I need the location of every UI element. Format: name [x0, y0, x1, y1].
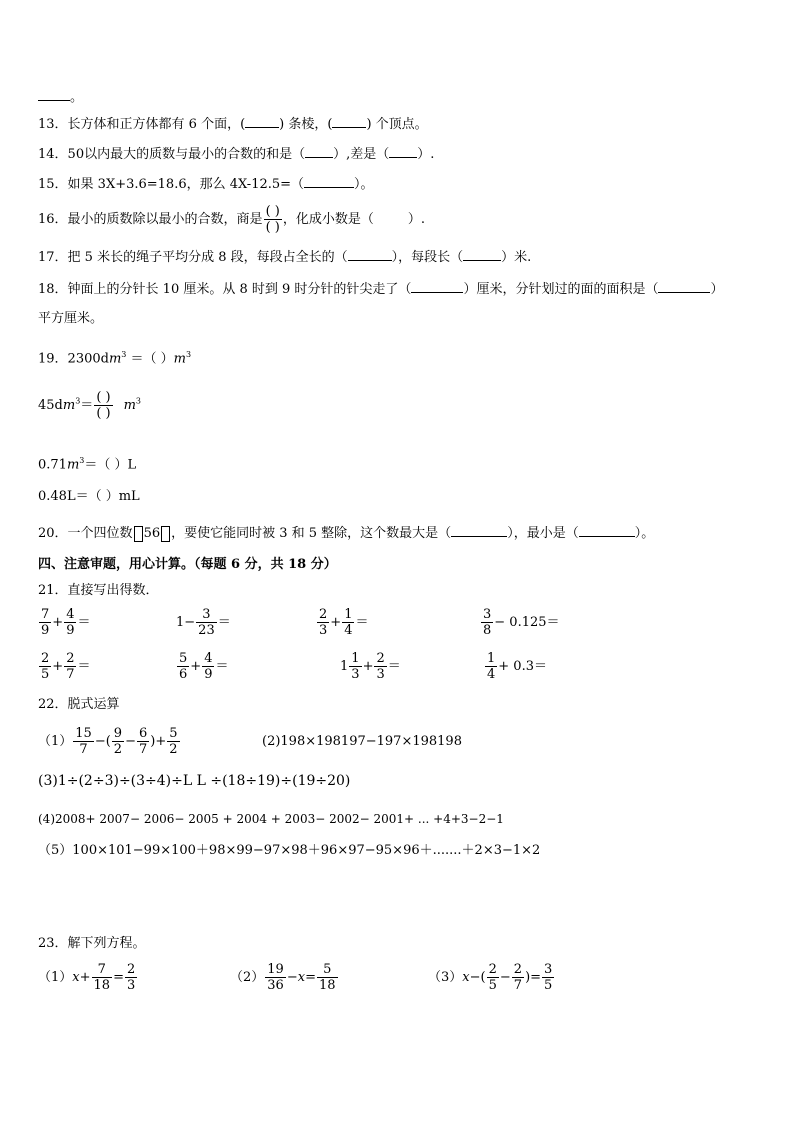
q23-eq-1: （1）x+ $\frac{7}{18}$ = $\frac{2}{3}$ — [38, 962, 136, 993]
fraction-blank[interactable]: $\frac{( )}{( )}$ — [96, 390, 111, 421]
digit-box[interactable] — [161, 526, 170, 542]
q21-r1-c4: $\frac{3}{8}$ − 0.125＝ — [483, 607, 560, 638]
q21-r2-c4: $\frac{1}{4}$ + 0.3＝ — [487, 651, 547, 682]
answer-blank[interactable] — [305, 145, 333, 158]
digit-box[interactable] — [134, 526, 143, 542]
fraction-blank[interactable]: $\frac{( )}{( )}$ — [265, 204, 280, 235]
answer-blank[interactable] — [245, 115, 279, 128]
q22-expr-2: (2)198×198197−197×198198 — [262, 734, 462, 749]
section-4-heading: 四、注意审题，用心计算。（每题 6 分，共 18 分） — [38, 557, 337, 572]
q22-expr-3: (3)1÷(2÷3)÷(3÷4)÷L L ÷(18÷19)÷(19÷20) — [38, 773, 351, 789]
answer-blank[interactable] — [579, 524, 635, 537]
q22-expr-5: （5）100×101−99×100＋98×99−97×98＋96×97−95×96＋.......＋2×3−1×2 — [38, 843, 541, 858]
answer-blank[interactable] — [658, 280, 710, 293]
question-23-title: 23．解下列方程。 — [38, 936, 146, 951]
q21-r1-c2: 1− $\frac{3}{23}$ ＝ — [176, 607, 231, 638]
answer-blank[interactable] — [411, 280, 463, 293]
question-14: 14．50以内最大的质数与最小的合数的和是（ ）,差是（ ）. — [38, 147, 435, 162]
answer-blank[interactable] — [451, 524, 507, 537]
question-16: 16．最小的质数除以最小的合数，商是 $\frac{( )}{( )}$ ，化成小数是（ ）. — [38, 204, 425, 235]
question-13: 13．长方体和正方体都有 6 个面，( ) 条棱，( ) 个顶点。 — [38, 117, 428, 132]
answer-blank[interactable] — [389, 145, 417, 158]
question-19-line4: 0.48L＝（ ）mL — [38, 489, 140, 504]
question-18: 18．钟面上的分针长 10 厘米。从 8 时到 9 时分针的针尖走了（ ）厘米，分针划过的面的面积是（ ） — [38, 282, 724, 297]
q12-tail: 。 — [38, 88, 83, 107]
question-22-title: 22．脱式运算 — [38, 697, 120, 712]
q21-r2-c2: $\frac{5}{6}$ + $\frac{4}{9}$ ＝ — [179, 651, 229, 682]
question-19-line3: $0.71m^3=$（ ）L — [38, 456, 137, 473]
question-15: 15．如果 3X+3.6=18.6，那么 4X-12.5=（ ）。 — [38, 177, 374, 192]
question-20: 20．一个四位数 56 ，要使它能同时被 3 和 5 整除，这个数最大是（ ），最小是（ ）。 — [38, 526, 655, 541]
question-17: 17．把 5 米长的绳子平均分成 8 段，每段占全长的（ ），每段长（ ）米. — [38, 250, 532, 265]
q21-r2-c1: $\frac{2}{5}$ + $\frac{2}{7}$ ＝ — [41, 651, 91, 682]
q23-eq-2: （2） $\frac{19}{36}$ −x= $\frac{5}{18}$ — [230, 962, 336, 993]
question-18-line2: 平方厘米。 — [38, 311, 104, 326]
q22-expr-4: (4)2008+ 2007− 2006− 2005 + 2004 + 2003− 2002− 2001+ ... +4+3−2−1 — [38, 812, 504, 826]
answer-blank[interactable] — [463, 248, 501, 261]
answer-blank[interactable] — [304, 175, 354, 188]
q23-eq-3: （3）x−( $\frac{2}{5}$ − $\frac{2}{7}$ )= $\frac{3}{5}$ — [428, 962, 553, 993]
question-19-line1: 19．$2300dm^3$ ＝（ ）$m^3$ — [38, 350, 192, 367]
q21-r1-c1: $\frac{7}{9}$ + $\frac{4}{9}$ ＝ — [41, 607, 91, 638]
question-21-title: 21．直接写出得数． — [38, 583, 159, 598]
answer-blank[interactable] — [348, 248, 392, 261]
answer-blank[interactable] — [332, 115, 366, 128]
q21-r1-c3: $\frac{2}{3}$ + $\frac{1}{4}$ ＝ — [319, 607, 369, 638]
q22-expr-1: （1） $\frac{15}{7}$ −( $\frac{9}{2}$ − $\frac{6}{7}$ )+ $\frac{5}{2}$ — [38, 726, 178, 757]
question-19-line2: $45dm^3=$ $\frac{( )}{( )}$ $m^3$ — [38, 390, 142, 421]
q21-r2-c3: 1 $\frac{1}{3}$ + $\frac{2}{3}$ ＝ — [340, 651, 401, 682]
